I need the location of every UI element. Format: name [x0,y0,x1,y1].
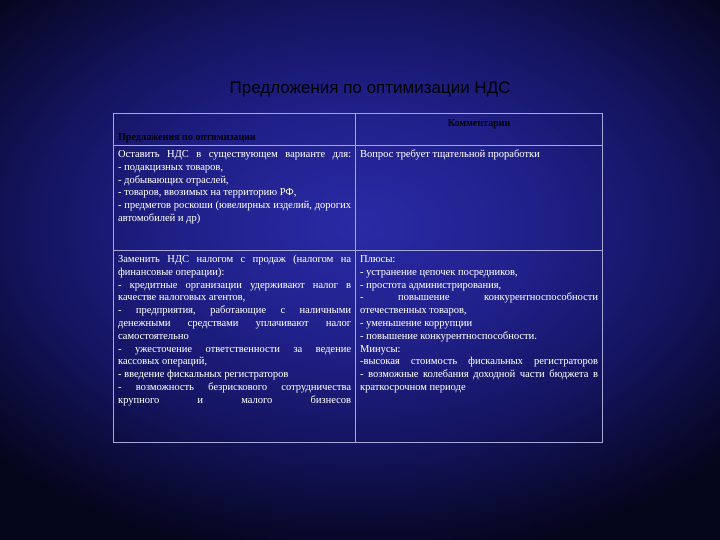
cell-text-line: - ужесточение ответственности за ведение кассовых операций, [118,343,351,368]
cell-text-line: - кредитные организации удерживают налог в качестве налоговых агентов, [118,279,351,304]
cell-text-line: - возможность безрискового сотрудничества крупного и малого бизнесов [118,381,351,406]
cell-text-line: - устранение цепочек посредников, [360,266,518,278]
table-row [114,251,603,443]
cell-text-line: - повышение конкурентноспособности отечественных товаров, [360,292,598,317]
cell-text-line: Плюсы: [360,254,396,265]
cell-text-line: - подакцизных товаров, [118,161,223,173]
cell-text-line: - введение фискальных регистраторов [118,369,289,381]
slide-title: Предложения по оптимизации НДС [229,78,511,97]
proposals-table [113,113,603,443]
comment-cell [356,146,603,251]
cell-text-line: -высокая стоимость фискальных регистраторов [360,356,598,368]
cell-text-line: - повышение конкурентноспособности. [360,330,537,342]
cell-text-line: Вопрос требует тщательной проработки [360,149,540,160]
cell-text-line: - добывающих отраслей, [118,174,229,186]
comment-cell [356,251,603,443]
table-header-row [114,114,603,146]
cell-text-line: - простота администрирования, [360,279,502,291]
cell-text-line: - возможные колебания доходной части бюджета в краткосрочном периоде [360,369,598,393]
cell-text-line: - предприятия, работающие с наличными денежными средствами уплачивают налог самостоятельно [118,305,351,342]
column-header-comments: Комментарии [356,114,603,146]
table-row [114,146,603,251]
proposal-cell [114,146,356,251]
cell-text-line: Минусы: [360,343,401,355]
cell-text-line: - предметов роскоши (ювелирных изделий, дорогих автомобилей и др) [118,200,351,224]
column-header-proposals: Предложения по оптимизации [114,114,356,146]
proposal-cell [114,251,356,443]
cell-text-line: Оставить НДС в существующем варианте для: [118,149,351,160]
cell-text-line: Заменить НДС налогом с продаж (налогом на финансовые операции): [118,254,351,278]
cell-text-line: - товаров, ввозимых на территорию РФ, [118,187,297,199]
cell-text-line: - уменьшение коррупции [360,317,473,329]
